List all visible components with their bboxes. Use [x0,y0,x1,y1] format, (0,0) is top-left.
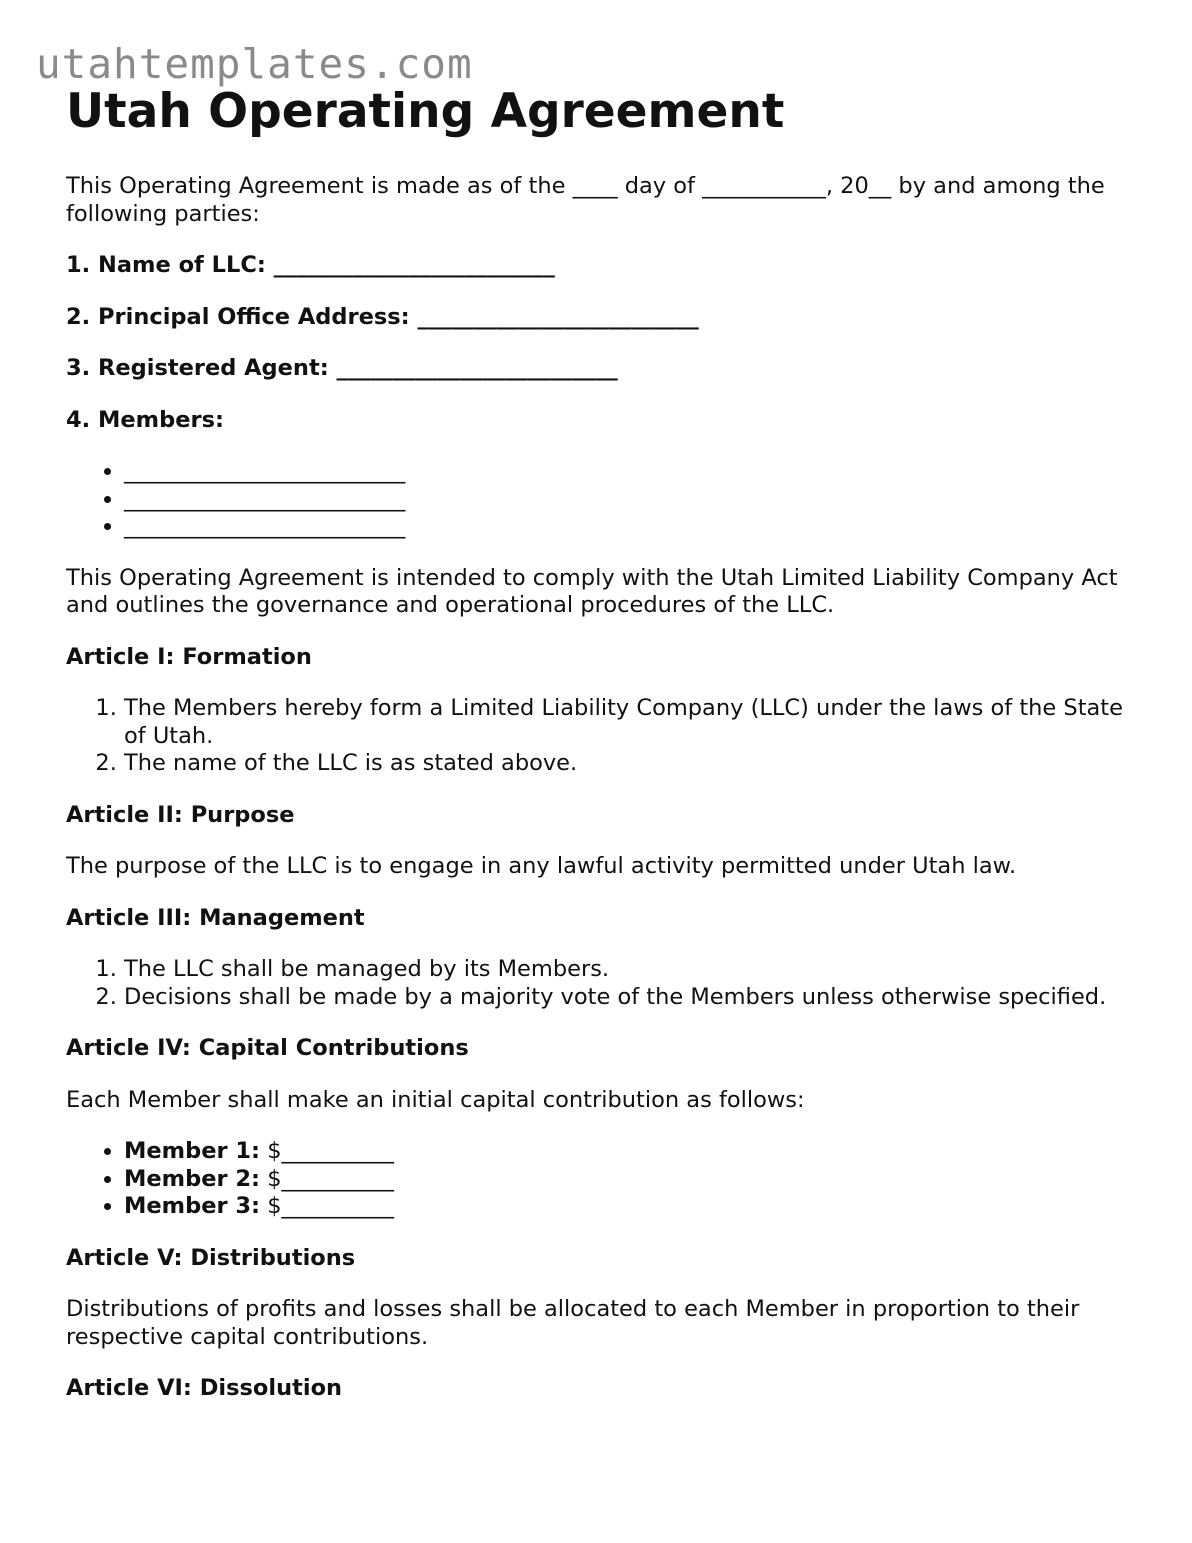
contribution-label: Member 2: [124,1165,261,1192]
article-6-heading: Article VI: Dissolution [66,1375,343,1401]
field-members: 4. Members: [66,406,224,433]
member-blank: • _________________________ [124,458,1126,486]
member-blank: • _________________________ [124,486,1126,514]
intro-paragraph: This Operating Agreement is made as of the ____ day of ___________, 20__ by and among the following parties: [66,173,1105,227]
contribution-item [124,1193,1126,1221]
list-item: 1. The Members hereby form a Limited Liability Company (LLC) under the laws of the State of Utah. [124,695,1126,750]
document-page [66,82,1126,1403]
list-item: 2. The name of the LLC is as stated above. [124,750,1126,778]
contribution-value: $__________ [267,1193,395,1219]
article-1-list [66,695,1126,778]
article-4-heading: Article IV: Capital Contributions [66,1035,469,1061]
watermark: utahtemplates.com [36,40,473,88]
contributions-list [66,1138,1126,1221]
article-2-text: The purpose of the LLC is to engage in any lawful activity permitted under Utah law. [66,853,1017,879]
list-item: 2. Decisions shall be made by a majority vote of the Members unless otherwise specified. [124,984,1126,1012]
article-2-heading: Article II: Purpose [66,801,295,828]
members-list [66,458,1126,541]
contribution-value: $__________ [267,1165,395,1192]
contribution-item [124,1166,1126,1194]
contribution-label: Member 1: [124,1138,261,1164]
contribution-item [124,1138,1126,1166]
list-item: 1. The LLC shall be managed by its Members. [124,956,1126,984]
article-1-heading: Article I: Formation [66,643,312,670]
article-3-list [66,956,1126,1011]
field-registered-agent: 3. Registered Agent: _________________________ [66,355,618,381]
contribution-label: Member 3: [124,1193,261,1219]
page-title: Utah Operating Agreement [66,84,785,139]
field-principal-office: 2. Principal Office Address: _________________________ [66,303,699,330]
contribution-value: $__________ [267,1138,395,1164]
field-llc-name: 1. Name of LLC: _________________________ [66,252,555,278]
article-5-heading: Article V: Distributions [66,1244,356,1271]
member-blank: • _________________________ [124,513,1126,541]
article-3-heading: Article III: Management [66,904,365,931]
compliance-paragraph: This Operating Agreement is intended to comply with the Utah Limited Liability Company Act and outlines the governance and operational procedures of the LLC. [66,564,1118,618]
article-4-text: Each Member shall make an initial capital contribution as follows: [66,1086,805,1113]
article-5-text: Distributions of profits and losses shall be allocated to each Member in proportion to their respective capital contributions. [66,1296,1080,1350]
